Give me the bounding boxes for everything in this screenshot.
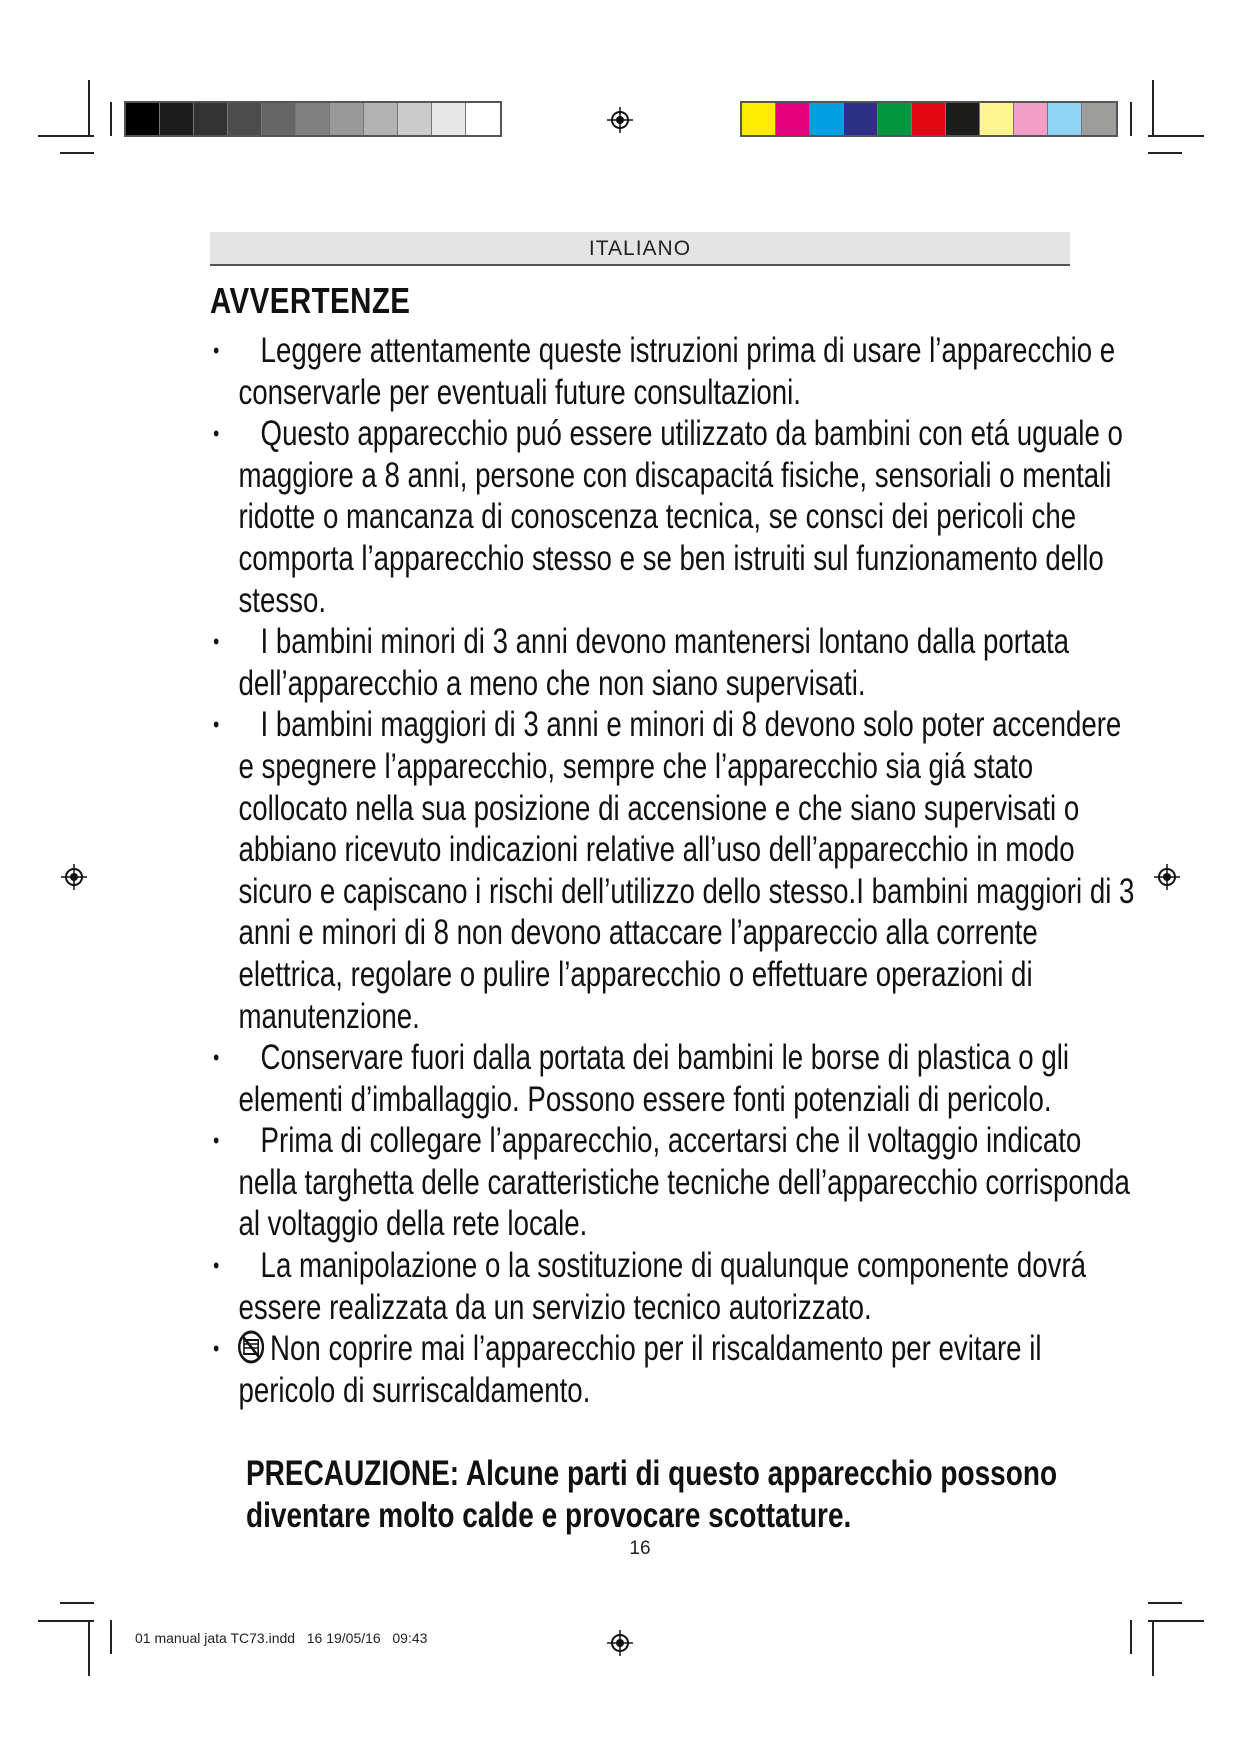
warnings-list <box>210 330 1135 1411</box>
color-swatch <box>228 103 262 135</box>
crop-mark <box>1148 1602 1182 1604</box>
list-item <box>210 1245 1139 1328</box>
warning-text: Leggere attentamente queste istruzioni prima di usare l’apparecchio e conservarle per eventuali future consultazioni. <box>238 331 1116 412</box>
do-not-cover-icon <box>235 1330 267 1364</box>
crop-mark <box>1148 1620 1204 1622</box>
page-number: 16 <box>629 1538 651 1559</box>
color-swatch <box>1014 103 1048 135</box>
color-swatch <box>194 103 228 135</box>
color-swatch <box>810 103 844 135</box>
crop-mark <box>110 1620 112 1654</box>
crop-mark <box>60 1602 94 1604</box>
crop-mark <box>110 102 112 136</box>
slug-line: 01 manual jata TC73.indd 16 19/05/16 09:43 <box>135 1630 428 1646</box>
color-swatch <box>432 103 466 135</box>
color-swatch <box>126 103 160 135</box>
warning-text: I bambini maggiori di 3 anni e minori di 8 devono solo poter accendere e spegnere l’apparecchio, sempre che l’apparecchio sia giá stato collocato nella sua posizione di accensione e che siano supervisati o abbiano ricevuto indicazioni relative all’uso dell’apparecchio in modo sicuro e capiscano i rischi dell’utilizzo dello stesso.I bambini maggiori di 3 anni e minori di 8 non devono attaccare l’appareccio alla corrente elettrica, regolare o pulire l’apparecchio o effettuare operazioni di manutenzione. <box>238 705 1135 1036</box>
list-item <box>210 1120 1139 1245</box>
grayscale-color-bar <box>124 101 502 137</box>
section-title: AVVERTENZE <box>210 280 411 321</box>
list-item <box>210 621 1139 704</box>
crop-mark <box>38 1620 94 1622</box>
crop-mark <box>88 1620 90 1676</box>
language-header: ITALIANO <box>210 232 1070 266</box>
color-swatch <box>160 103 194 135</box>
color-swatch <box>398 103 432 135</box>
color-swatch <box>776 103 810 135</box>
color-swatch <box>844 103 878 135</box>
list-item <box>210 704 1139 1037</box>
bullet: • <box>213 712 220 738</box>
color-swatch <box>364 103 398 135</box>
crop-mark <box>88 80 90 136</box>
crop-mark <box>1130 1620 1132 1654</box>
color-swatch <box>946 103 980 135</box>
warning-text: I bambini minori di 3 anni devono mantenersi lontano dalla portata dell’apparecchio a meno che non siano supervisati. <box>238 622 1070 703</box>
color-swatch <box>262 103 296 135</box>
list-item <box>210 330 1139 413</box>
bullet: • <box>213 1045 220 1071</box>
color-swatch <box>1048 103 1082 135</box>
crop-mark <box>1148 135 1204 137</box>
bullet: • <box>213 338 220 363</box>
color-swatch <box>330 103 364 135</box>
warning-text: Non coprire mai l’apparecchio per il riscaldamento per evitare il pericolo di surriscaldamento. <box>238 1329 1042 1410</box>
color-swatch <box>1082 103 1116 135</box>
bullet: • <box>213 1336 220 1362</box>
bullet: • <box>213 1128 220 1154</box>
color-swatch <box>742 103 776 135</box>
list-item <box>210 1328 1139 1411</box>
registration-mark-icon <box>607 1630 633 1656</box>
color-swatch <box>912 103 946 135</box>
crop-mark <box>1148 152 1182 154</box>
caution-notice: PRECAUZIONE: Alcune parti di questo apparecchio possono diventare molto calde e provocare scottature. <box>246 1454 1058 1535</box>
list-item <box>210 413 1139 621</box>
warning-text: Conservare fuori dalla portata dei bambini le borse di plastica o gli elementi d’imballaggio. Possono essere fonti potenziali di pericolo. <box>238 1038 1070 1119</box>
crop-mark <box>1152 1620 1154 1676</box>
color-swatch <box>878 103 912 135</box>
warning-text: Questo apparecchio puó essere utilizzato da bambini con etá uguale o maggiore a 8 anni, persone con discapacitá fisiche, sensoriali o mentali ridotte o mancanza di conoscenza tecnica, se consci dei pericoli che comporta l’apparecchio stesso e se ben istruiti sul funzionamento dello stesso. <box>238 414 1123 620</box>
bullet: • <box>213 421 220 447</box>
warning-text: Prima di collegare l’apparecchio, accertarsi che il voltaggio indicato nella targhetta delle caratteristiche tecniche dell’apparecchio corrisponda al voltaggio della rete locale. <box>238 1121 1130 1244</box>
warning-text: La manipolazione o la sostituzione di qualunque componente dovrá essere realizzata da un servizio tecnico autorizzato. <box>238 1246 1087 1327</box>
color-swatch <box>980 103 1014 135</box>
crop-mark <box>38 135 94 137</box>
color-swatch <box>296 103 330 135</box>
color-swatch <box>466 103 500 135</box>
registration-mark-icon <box>1154 864 1180 890</box>
crop-mark <box>1152 80 1154 136</box>
process-color-bar <box>740 101 1118 137</box>
bullet: • <box>213 1253 220 1279</box>
registration-mark-icon <box>61 864 87 890</box>
registration-mark-icon <box>607 107 633 133</box>
crop-mark <box>1130 102 1132 136</box>
bullet: • <box>213 629 220 655</box>
crop-mark <box>60 152 94 154</box>
list-item <box>210 1037 1139 1120</box>
warning-text-wrap <box>238 1328 1139 1411</box>
